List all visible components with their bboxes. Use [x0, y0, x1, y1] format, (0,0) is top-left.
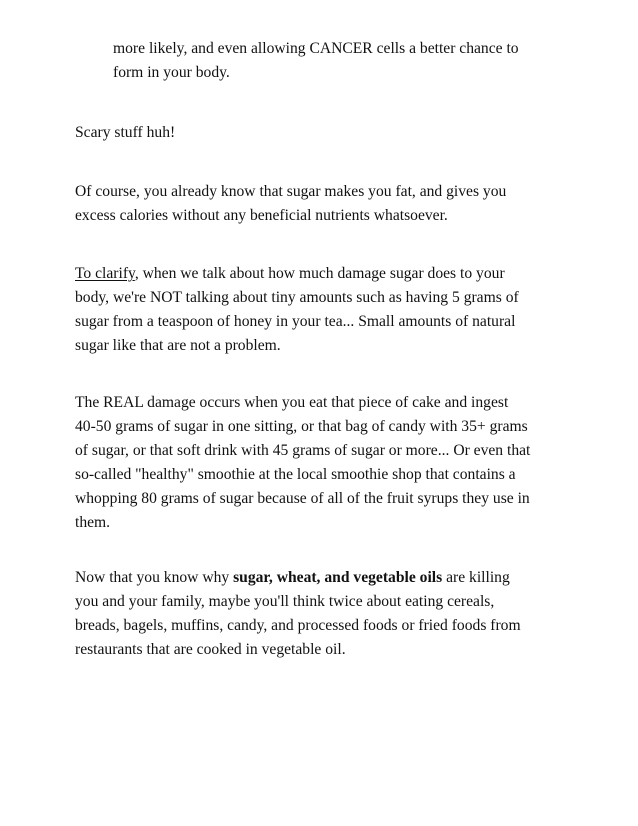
paragraph-clarify: [75, 262, 565, 358]
text-line: breads, bagels, muffins, candy, and processed foods or fried foods from: [75, 617, 521, 634]
text-line: more likely, and even allowing CANCER cells a better chance to: [113, 40, 519, 57]
paragraph-now-that-you-know: [75, 566, 565, 662]
text-line: [75, 566, 565, 590]
text-line: Of course, you already know that sugar makes you fat, and gives you: [75, 183, 507, 200]
paragraph-scary: [75, 121, 565, 145]
text-line: excess calories without any beneficial nutrients whatsoever.: [75, 207, 448, 224]
paragraph-real-damage: [75, 391, 565, 535]
text-line: [75, 262, 565, 286]
text-line: form in your body.: [113, 64, 230, 81]
text-line: restaurants that are cooked in vegetable oil.: [75, 641, 346, 658]
clarify-line-rest: , when we talk about how much damage sugar does to your: [134, 265, 505, 282]
text-line: The REAL damage occurs when you eat that piece of cake and ingest: [75, 394, 509, 411]
text-line: Scary stuff huh!: [75, 124, 176, 141]
paragraph-fat: [75, 180, 565, 228]
text-line: of sugar, or that soft drink with 45 grams of sugar or more... Or even that: [75, 442, 531, 459]
text-line: sugar like that are not a problem.: [75, 337, 281, 354]
text-line: sugar from a teaspoon of honey in your tea... Small amounts of natural: [75, 313, 516, 330]
text-line: so-called "healthy" smoothie at the local smoothie shop that contains a: [75, 466, 516, 483]
text-line: you and your family, maybe you'll think twice about eating cereals,: [75, 593, 495, 610]
paragraph-continued: [113, 37, 563, 85]
text-line: body, we're NOT talking about tiny amounts such as having 5 grams of: [75, 289, 519, 306]
clarify-underlined-lead: To clarify: [75, 265, 135, 282]
text-line: whopping 80 grams of sugar because of all of the fruit syrups they use in: [75, 490, 530, 507]
bold-phrase: sugar, wheat, and vegetable oils: [233, 569, 443, 586]
now-line-post: are killing: [442, 569, 510, 586]
text-line: them.: [75, 514, 111, 531]
text-line: 40-50 grams of sugar in one sitting, or that bag of candy with 35+ grams: [75, 418, 528, 435]
now-line-pre: Now that you know why: [75, 569, 234, 586]
